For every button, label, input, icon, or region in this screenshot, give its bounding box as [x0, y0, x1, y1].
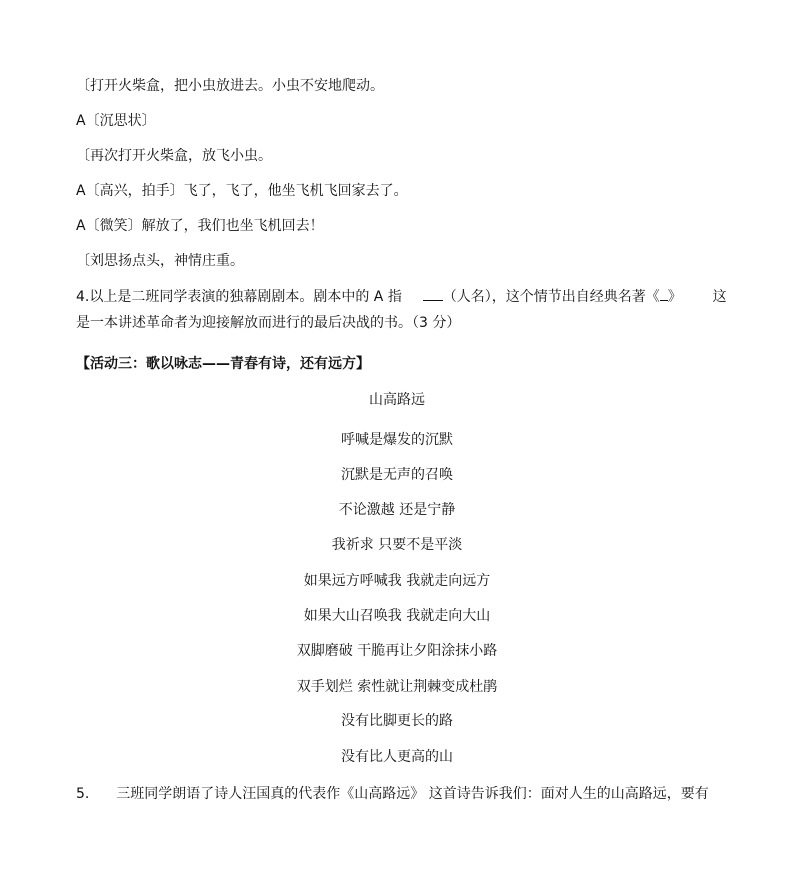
question-5-number: 5. [76, 786, 90, 802]
question-4-text-part4: 这 [712, 289, 727, 305]
poem-line-10: 没有比人更高的山 [341, 749, 453, 765]
question-4-line-1 [76, 287, 727, 307]
poem-line-7: 双脚磨破 干脆再让夕阳涂抹小路 [296, 643, 498, 659]
question-4-line-2: 是一本讲述革命者为迎接解放而进行的最后决战的书。（3 分） [76, 315, 461, 331]
poem-line-2: 沉默是无声的召唤 [341, 467, 453, 483]
poem-title: 山高路远 [369, 392, 425, 408]
script-line-5: A〔微笑〕解放了，我们也坐飞机回去！ [76, 218, 324, 234]
poem-line-1: 呼喊是爆发的沉默 [341, 432, 453, 448]
poem-line-9: 没有比脚更长的路 [341, 713, 453, 729]
script-line-6: 〔刘思扬点头，神情庄重。 [76, 253, 244, 269]
question-4-text-part3: 》 [667, 289, 682, 305]
activity-3-title: 【活动三：歌以咏志——青春有诗，还有远方】 [76, 356, 370, 372]
script-line-1: 〔打开火柴盒，把小虫放进去。小虫不安地爬动。 [76, 78, 384, 94]
script-line-4: A〔高兴，拍手〕飞了，飞了，他坐飞机飞回家去了。 [76, 183, 408, 199]
question-4-blank-book[interactable] [660, 300, 668, 301]
poem-line-3: 不论激越 还是宁静 [338, 502, 456, 518]
poem-line-8: 双手划烂 索性就让荆棘变成杜鹃 [296, 679, 498, 695]
question-4-blank-person[interactable] [423, 300, 443, 301]
poem-line-4: 我祈求 只要不是平淡 [331, 537, 463, 553]
question-4-text-part1: 4.以上是二班同学表演的独幕剧剧本。剧本中的 A 指 [76, 289, 402, 305]
question-5 [76, 784, 709, 804]
poem-line-5: 如果远方呼喊我 我就走向远方 [303, 573, 491, 589]
question-4-text-part2: （人名），这个情节出自经典名著《 [442, 289, 660, 305]
script-line-3: 〔再次打开火柴盒，放飞小虫。 [76, 148, 272, 164]
question-5-text: 三班同学朗语了诗人汪国真的代表作《山高路远》 这首诗告诉我们：面对人生的山高路远，要有 [116, 786, 709, 802]
poem-line-6: 如果大山召唤我 我就走向大山 [303, 608, 491, 624]
script-line-2: A〔沉思状〕 [76, 113, 156, 129]
